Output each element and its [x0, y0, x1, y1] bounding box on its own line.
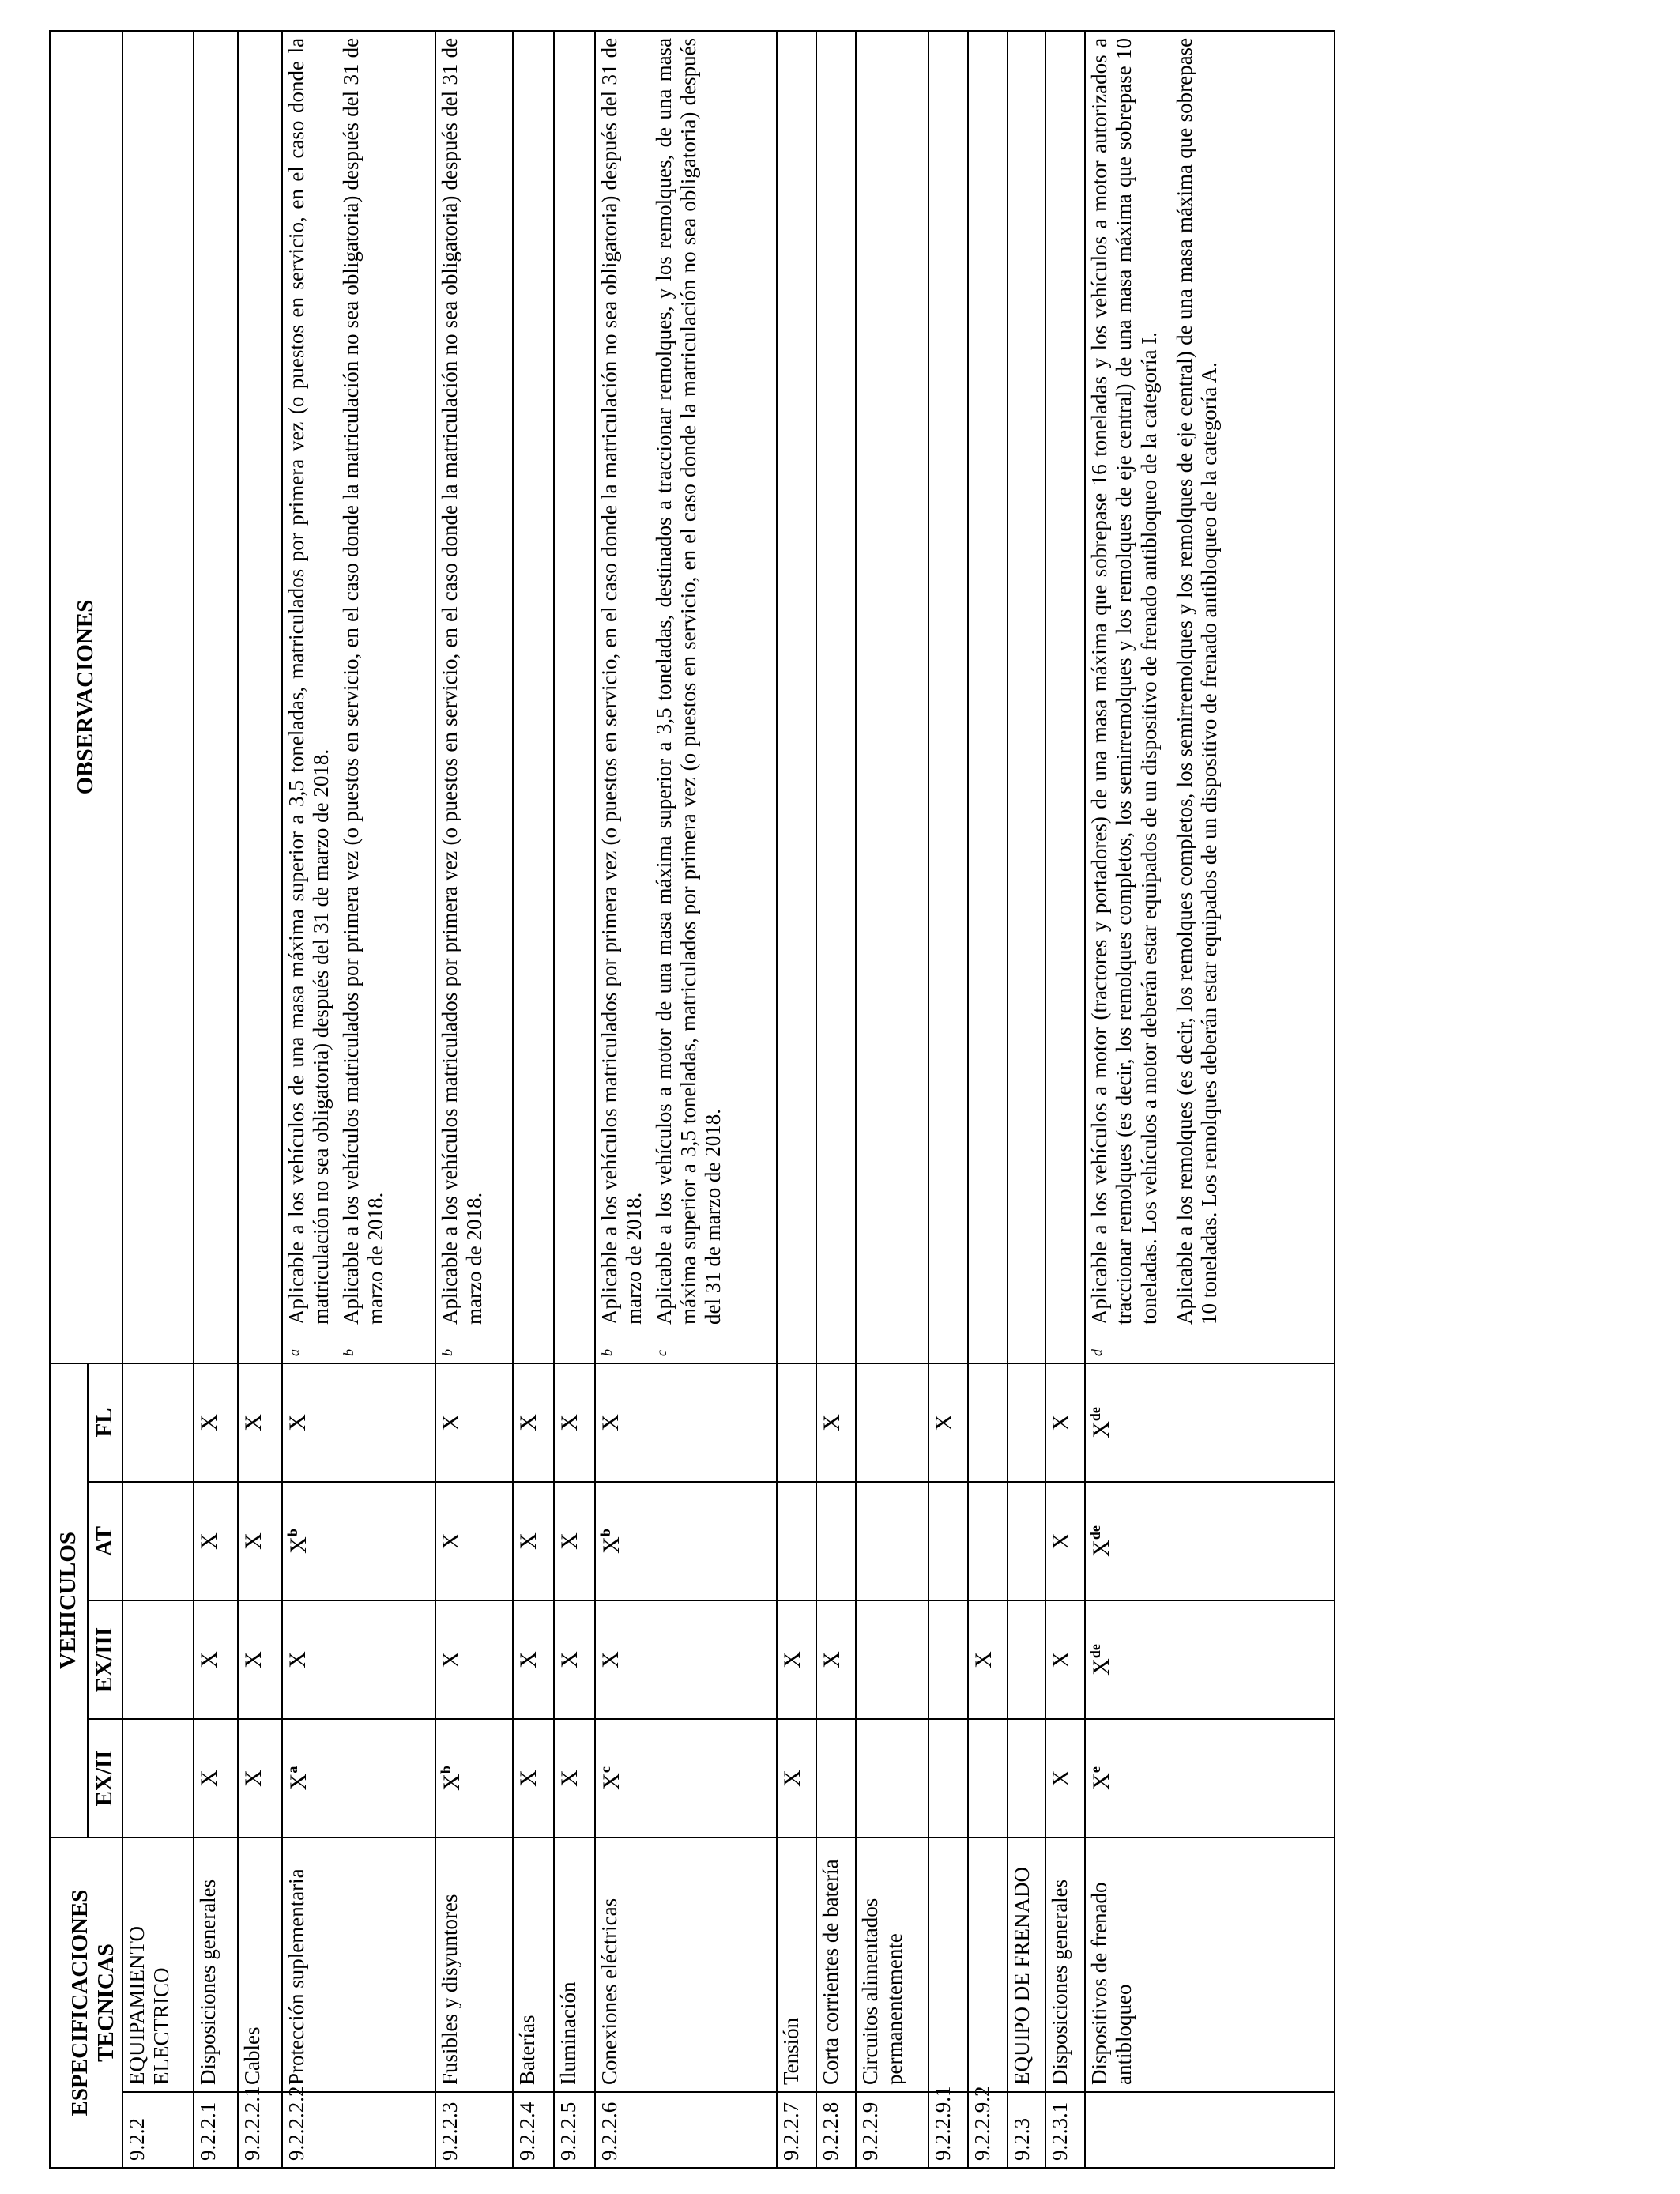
cell-ex3: X — [595, 1600, 777, 1719]
footnote-ref: de — [1087, 1644, 1103, 1659]
row-label: EQUIPO DE FRENADO — [1008, 1838, 1045, 2092]
cell-fl: X — [435, 1363, 513, 1482]
row-label: Disposiciones generales — [1045, 1838, 1085, 2092]
table-row — [238, 31, 282, 2168]
cell-fl: X — [282, 1363, 435, 1482]
cell-ex3 — [929, 1600, 968, 1719]
table-row — [1045, 31, 1085, 2168]
footnote-text: Aplicable a los remolques (es decir, los remolques completos, los semirremolques y los remolques de eje central) de una masa máxima que sobrepase 10 toneladas. Los remolques deberán estar equipados de un dispositivo de frenado antibloqueo de la categoría A. — [1172, 37, 1222, 1325]
cell-ex3: X — [1045, 1600, 1085, 1719]
cell-at: Xde — [1085, 1482, 1335, 1600]
cell-fl: X — [513, 1363, 554, 1482]
cell-fl: X — [929, 1363, 968, 1482]
row-code: 9.2.2.4 — [513, 2092, 554, 2168]
row-label: Tensión — [777, 1838, 816, 2092]
row-label: Iluminación — [554, 1838, 595, 2092]
cell-fl: X — [554, 1363, 595, 1482]
row-label: Cables — [238, 1838, 282, 2092]
observations-cell — [595, 31, 777, 1363]
cell-ex2: Xe — [1085, 1719, 1335, 1838]
cell-ex2 — [968, 1719, 1008, 1838]
observations-cell — [1085, 31, 1335, 1363]
table-row — [929, 31, 968, 2168]
cell-at: X — [554, 1482, 595, 1600]
footnote — [652, 38, 726, 1356]
cell-at: X — [194, 1482, 238, 1600]
row-label: Disposiciones generales — [194, 1838, 238, 2092]
footnote — [438, 38, 488, 1356]
footnote-letter: b — [439, 1348, 455, 1356]
table-row — [595, 31, 777, 2168]
cell-ex3: X — [968, 1600, 1008, 1719]
footnote-letter: b — [340, 1348, 356, 1356]
cell-ex2: X — [513, 1719, 554, 1838]
table-row — [122, 31, 194, 2168]
cell-ex3: X — [435, 1600, 513, 1719]
observations-cell — [435, 31, 513, 1363]
row-code: 9.2.2.9 — [856, 2092, 929, 2168]
cell-fl: Xde — [1085, 1363, 1335, 1482]
table-row — [1085, 31, 1335, 2168]
header-at: AT — [88, 1482, 122, 1600]
row-label: Dispositivos de frenado antibloqueo — [1085, 1838, 1335, 2092]
row-label: EQUIPAMIENTO ELECTRICO — [122, 1838, 194, 2092]
cell-ex3: X — [282, 1600, 435, 1719]
row-code: 9.2.3 — [1008, 2092, 1045, 2168]
footnote-text: Aplicable a los vehículos matriculados por primera vez (o puestos en servicio, en el caso donde la matriculación no sea obligatoria) después del 31 de marzo de 2018. — [597, 37, 646, 1325]
row-code: 9.2.2.7 — [777, 2092, 816, 2168]
cell-fl: X — [1045, 1363, 1085, 1482]
row-code: 9.2.2.6 — [595, 2092, 777, 2168]
footnote-ref: de — [1087, 1407, 1103, 1422]
cell-ex2: X — [238, 1719, 282, 1838]
cell-at — [968, 1482, 1008, 1600]
table-row — [282, 31, 435, 2168]
cell-at: X — [238, 1482, 282, 1600]
cell-at: $X^b$ — [282, 1482, 435, 1600]
footnote-ref: b — [284, 1529, 300, 1537]
cell-fl: X — [194, 1363, 238, 1482]
table-row — [816, 31, 856, 2168]
cell-fl: X — [816, 1363, 856, 1482]
row-code: 9.2.2.2.2 — [282, 2092, 435, 2168]
footnote-ref: b — [438, 1766, 454, 1774]
footnote-text: Aplicable a los vehículos matriculados por primera vez (o puestos en servicio, en el caso donde la matriculación no sea obligatoria) después del 31 de marzo de 2018. — [338, 37, 387, 1325]
cell-at: X — [513, 1482, 554, 1600]
row-code: 9.2.3.1 — [1045, 2092, 1085, 2168]
cell-ex3: X — [238, 1600, 282, 1719]
footnote-letter: b — [599, 1348, 615, 1356]
header-fl: FL — [88, 1363, 122, 1482]
row-label: Circuitos alimentados permanentemente — [856, 1838, 929, 2092]
row-label: Baterías — [513, 1838, 554, 2092]
footnote-letter: a — [286, 1348, 302, 1356]
header-observaciones: OBSERVACIONES — [50, 31, 122, 1363]
header-vehiculos: VEHICULOS — [50, 1363, 88, 1838]
footnote — [1166, 38, 1222, 1356]
cell-at — [929, 1482, 968, 1600]
row-label: Conexiones eléctricas — [595, 1838, 777, 2092]
cell-ex2: X — [777, 1719, 816, 1838]
footnote — [1087, 38, 1162, 1356]
cell-ex2 — [816, 1719, 856, 1838]
cell-ex3: X — [554, 1600, 595, 1719]
header-especificaciones: ESPECIFICACIONES TECNICAS — [50, 1838, 122, 2168]
cell-fl — [777, 1363, 816, 1482]
footnote-ref: c — [597, 1766, 613, 1774]
footnote-letter: c — [653, 1349, 669, 1356]
cell-fl: X — [238, 1363, 282, 1482]
row-code: 9.2.2.3 — [435, 2092, 513, 2168]
cell-fl — [968, 1363, 1008, 1482]
specifications-table — [49, 30, 1335, 2169]
footnote-letter: d — [1089, 1348, 1105, 1356]
cell-ex3: Xde — [1085, 1600, 1335, 1719]
row-label: Corta corrientes de batería — [816, 1838, 856, 2092]
footnote-ref: de — [1087, 1525, 1103, 1540]
cell-at — [777, 1482, 816, 1600]
row-code: 9.2.2.8 — [816, 2092, 856, 2168]
table-row — [435, 31, 513, 2168]
row-code: 9.2.2.1 — [194, 2092, 238, 2168]
footnote-ref: a — [284, 1766, 300, 1774]
row-code: 9.2.2.9.2 — [968, 2092, 1008, 2168]
cell-ex2: $X^a$ — [282, 1719, 435, 1838]
cell-ex3: X — [816, 1600, 856, 1719]
cell-ex3: X — [777, 1600, 816, 1719]
row-label: Fusibles y disyuntores — [435, 1838, 513, 2092]
cell-ex2: $X^b$ — [435, 1719, 513, 1838]
table-row — [856, 31, 929, 2168]
header-ex3: EX/III — [88, 1600, 122, 1719]
cell-ex2: X — [1045, 1719, 1085, 1838]
cell-ex3: X — [513, 1600, 554, 1719]
rotated-page — [49, 32, 1335, 2169]
row-code: 9.2.2.9.1 — [929, 2092, 968, 2168]
header-row — [50, 31, 88, 2168]
cell-ex3: X — [194, 1600, 238, 1719]
table-row — [1008, 31, 1045, 2168]
row-code: 9.2.2.5 — [554, 2092, 595, 2168]
cell-at: X — [435, 1482, 513, 1600]
table-row — [968, 31, 1008, 2168]
footnote-ref: e — [1087, 1766, 1103, 1774]
cell-at: X — [1045, 1482, 1085, 1600]
header-ex2: EX/II — [88, 1719, 122, 1838]
footnote — [339, 38, 389, 1356]
footnote — [597, 38, 647, 1356]
footnote-letter — [1166, 1325, 1168, 1356]
table-row — [777, 31, 816, 2168]
footnote-ref: b — [597, 1529, 613, 1537]
cell-ex2: X — [554, 1719, 595, 1838]
cell-ex2: $X^c$ — [595, 1719, 777, 1838]
table-row — [513, 31, 554, 2168]
footnote-text: Aplicable a los vehículos de una masa máxima superior a 3,5 toneladas, matriculados por primera vez (o puestos en servicio, en el caso donde la matriculación no sea obligatoria) después del 31 de marzo de 2018. — [284, 37, 333, 1325]
footnote — [284, 38, 334, 1356]
row-code: 9.2.2 — [122, 2092, 194, 2168]
footnote-text: Aplicable a los vehículos matriculados por primera vez (o puestos en servicio, en el caso donde la matriculación no sea obligatoria) después del 31 de marzo de 2018. — [438, 37, 487, 1325]
table-row — [554, 31, 595, 2168]
row-code: 9.2.2.2.1 — [238, 2092, 282, 2168]
table-row — [194, 31, 238, 2168]
cell-ex2 — [929, 1719, 968, 1838]
footnote-text: Aplicable a los vehículos a motor de una masa máxima superior a 3,5 toneladas, destinados a traccionar remolques, y los remolques, de una masa máxima superior a 3,5 toneladas, matriculados por primera vez (o puestos en servicio, en el caso donde la matriculación no sea obligatoria) después del 31 de marzo de 2018. — [651, 37, 725, 1325]
cell-at — [816, 1482, 856, 1600]
cell-at: $X^b$ — [595, 1482, 777, 1600]
row-label: Protección suplementaria — [282, 1838, 435, 2092]
cell-fl: X — [595, 1363, 777, 1482]
footnote-text: Aplicable a los vehículos a motor (tractores y portadores) de una masa máxima que sobrepase 16 toneladas y los vehículos a motor autorizados a traccionar remolques (es decir, los remolques completos, los semirremolques y los remolques de eje central) de una masa máxima que sobrepase 10 toneladas. Los vehículos a motor deberán estar equipados de un dispositivo de frenado antibloqueo de la categoría I. — [1087, 37, 1161, 1325]
observations-cell — [282, 31, 435, 1363]
cell-ex2: X — [194, 1719, 238, 1838]
